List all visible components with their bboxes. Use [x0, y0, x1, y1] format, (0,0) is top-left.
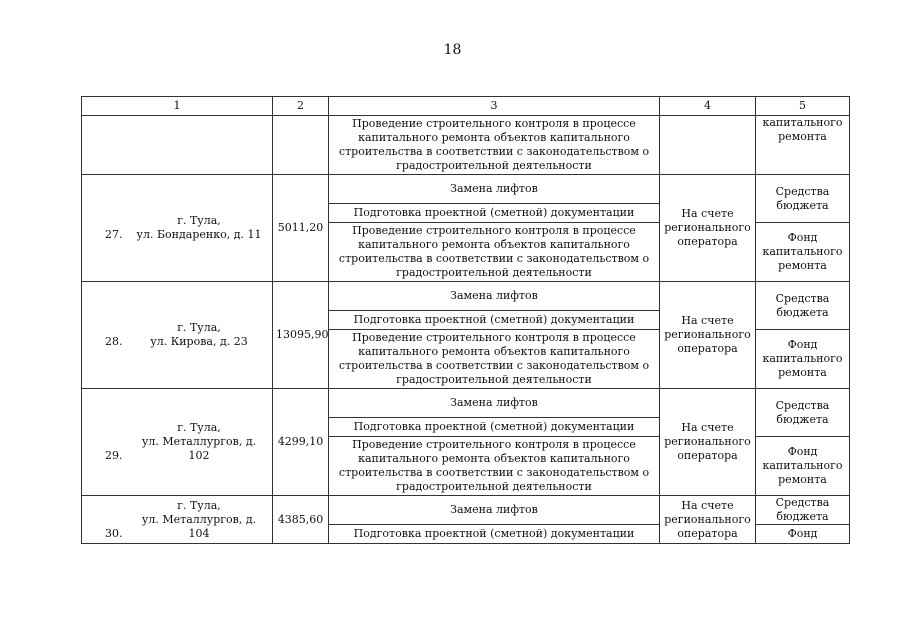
address-street: ул. Металлургов, д. 102 — [141, 435, 257, 462]
row-number: 30. — [105, 526, 123, 540]
area-cell: 13095,90 — [273, 282, 329, 389]
address-street: ул. Бондаренко, д. 11 — [136, 228, 262, 241]
fund-cell: капитального ремонта — [756, 116, 850, 175]
header-col-1: 1 — [82, 97, 273, 116]
header-col-4: 4 — [660, 97, 756, 116]
source-budget-cell: Средства бюджета — [756, 389, 850, 437]
account-cell: На счете регионального оператора — [660, 282, 756, 389]
source-fund-cell: Фонд — [756, 525, 850, 544]
address-cell — [82, 496, 273, 544]
address — [135, 499, 263, 541]
address — [135, 321, 263, 349]
work-lifts-cell: Замена лифтов — [329, 175, 660, 204]
cell-empty-address — [82, 116, 273, 175]
header-col-5: 5 — [756, 97, 850, 116]
source-fund-cell: Фонд капитального ремонта — [756, 223, 850, 282]
cell-empty-area — [273, 116, 329, 175]
row-number: 29. — [105, 449, 123, 462]
header-col-2: 2 — [273, 97, 329, 116]
work-design-cell: Подготовка проектной (сметной) документации — [329, 418, 660, 437]
account-cell: На счете регионального оператора — [660, 175, 756, 282]
source-budget-cell: Средства бюджета — [756, 175, 850, 223]
work-lifts-cell: Замена лифтов — [329, 496, 660, 525]
work-control-cell: Проведение строительного контроля в процессе капитального ремонта объектов капитального строительства в соответствии с законодательством о градостроительной деятельности — [329, 330, 660, 389]
address — [135, 214, 263, 242]
address-city: г. Тула, — [177, 214, 221, 227]
address-street: ул. Кирова, д. 23 — [150, 335, 248, 348]
work-design-cell: Подготовка проектной (сметной) документации — [329, 525, 660, 544]
account-cell: На счете регионального оператора — [660, 389, 756, 496]
table-header-row — [82, 97, 850, 116]
header-col-3: 3 — [329, 97, 660, 116]
source-budget-cell: Средства бюджета — [756, 496, 850, 525]
table-row — [82, 175, 850, 204]
repair-plan-table — [81, 96, 850, 544]
work-lifts-cell: Замена лифтов — [329, 282, 660, 311]
source-fund-cell: Фонд капитального ремонта — [756, 330, 850, 389]
work-control-cell: Проведение строительного контроля в процессе капитального ремонта объектов капитального строительства в соответствии с законодательством о градостроительной деятельности — [329, 437, 660, 496]
row-number: 28. — [105, 335, 123, 348]
address-cell — [82, 282, 273, 389]
work-control-cell: Проведение строительного контроля в процессе капитального ремонта объектов капитального строительства в соответствии с законодательством о градостроительной деятельности — [329, 116, 660, 175]
area-cell: 4385,60 — [273, 496, 329, 544]
source-fund-cell: Фонд капитального ремонта — [756, 437, 850, 496]
area-cell: 4299,10 — [273, 389, 329, 496]
area-cell: 5011,20 — [273, 175, 329, 282]
address-city: г. Тула, — [177, 498, 221, 512]
address — [135, 421, 263, 463]
address-cell — [82, 175, 273, 282]
work-design-cell: Подготовка проектной (сметной) документации — [329, 311, 660, 330]
page-number: 18 — [443, 42, 462, 58]
address-city: г. Тула, — [177, 421, 221, 434]
work-lifts-cell: Замена лифтов — [329, 389, 660, 418]
table-row — [82, 282, 850, 311]
work-design-cell: Подготовка проектной (сметной) документации — [329, 204, 660, 223]
address-city: г. Тула, — [177, 321, 221, 334]
table-row — [82, 389, 850, 418]
cell-empty-account — [660, 116, 756, 175]
address-street: ул. Металлургов, д. 104 — [141, 512, 257, 540]
table-row — [82, 496, 850, 525]
row-number: 27. — [105, 228, 123, 241]
address-cell — [82, 389, 273, 496]
source-budget-cell: Средства бюджета — [756, 282, 850, 330]
table-row-continuation — [82, 116, 850, 175]
account-cell: На счете регионального оператора — [660, 496, 756, 544]
work-control-cell: Проведение строительного контроля в процессе капитального ремонта объектов капитального строительства в соответствии с законодательством о градостроительной деятельности — [329, 223, 660, 282]
